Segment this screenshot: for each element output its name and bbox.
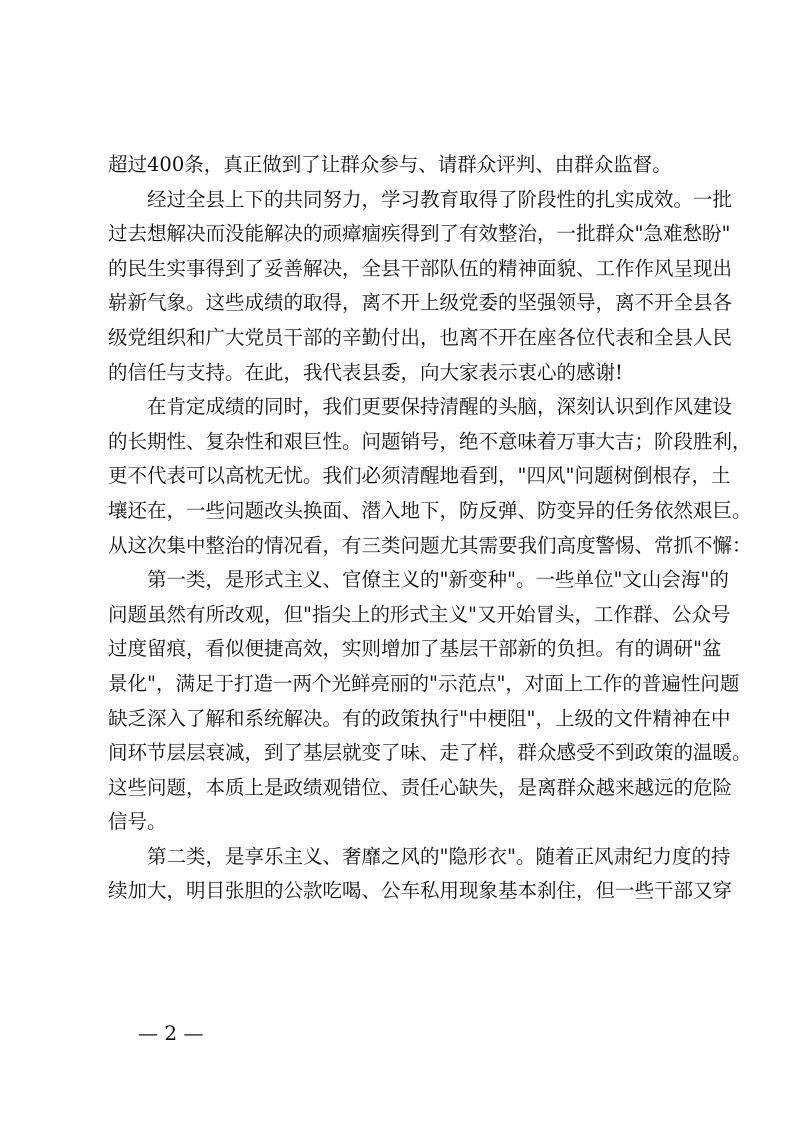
text-line: 的民生实事得到了妥善解决，全县干部队伍的精神面貌、工作作风呈现出 bbox=[108, 256, 733, 280]
text-line: 的长期性、复杂性和艰巨性。问题销号，绝不意味着万事大吉；阶段胜利， bbox=[108, 429, 752, 453]
text-line: 的信任与支持。在此，我代表县委，向大家表示衷心的感谢! bbox=[108, 360, 623, 384]
text-line: 更不代表可以高枕无忧。我们必须清醒地看到，"四风"问题树倒根存，土 bbox=[108, 464, 731, 488]
text-line: 第一类，是形式主义、官僚主义的"新变种"。一些单位"文山会海"的 bbox=[108, 568, 729, 592]
text-line: 从这次集中整治的情况看，有三类问题尤其需要我们高度警惕、常抓不懈： bbox=[108, 533, 752, 557]
text-line: 在肯定成绩的同时，我们更要保持清醒的头脑，深刻认识到作风建设 bbox=[108, 395, 733, 419]
text-line: 续加大，明目张胆的公款吃喝、公车私用现象基本刹住，但一些干部又穿 bbox=[108, 879, 733, 903]
text-line: 级党组织和广大党员干部的辛勤付出，也离不开在座各位代表和全县人民 bbox=[108, 325, 733, 349]
text-line: 间环节层层衰减，到了基层就变了味、走了样，群众感受不到政策的温暖。 bbox=[108, 741, 752, 765]
page-number: — 2 — bbox=[138, 1021, 204, 1045]
text-line: 问题虽然有所改观，但"指尖上的形式主义"又开始冒头，工作群、公众号 bbox=[108, 602, 731, 626]
body-text bbox=[108, 148, 752, 909]
text-line: 崭新气象。这些成绩的取得，离不开上级党委的坚强领导，离不开全县各 bbox=[108, 291, 733, 315]
text-line: 壤还在，一些问题改头换面、潜入地下，防反弹、防变异的任务依然艰巨。 bbox=[108, 498, 752, 522]
text-line: 信号。 bbox=[108, 810, 167, 834]
text-line: 第二类，是享乐主义、奢靡之风的"隐形衣"。随着正风肃纪力度的持 bbox=[108, 844, 731, 868]
text-line: 超过400条，真正做到了让群众参与、请群众评判、由群众监督。 bbox=[108, 153, 672, 176]
text-line: 这些问题，本质上是政绩观错位、责任心缺失，是离群众越来越远的危险 bbox=[108, 775, 733, 799]
text-line: 过度留痕，看似便捷高效，实则增加了基层干部新的负担。有的调研"盆 bbox=[108, 637, 722, 661]
text-line: 经过全县上下的共同努力，学习教育取得了阶段性的扎实成效。一批 bbox=[108, 187, 733, 211]
text-line: 过去想解决而没能解决的顽瘴痼疾得到了有效整治，一批群众"急难愁盼" bbox=[108, 222, 731, 246]
text-line: 缺乏深入了解和系统解决。有的政策执行"中梗阻"，上级的文件精神在中 bbox=[108, 706, 731, 730]
text-line: 景化"，满足于打造一两个光鲜亮丽的"示范点"，对面上工作的普遍性问题 bbox=[108, 671, 740, 695]
